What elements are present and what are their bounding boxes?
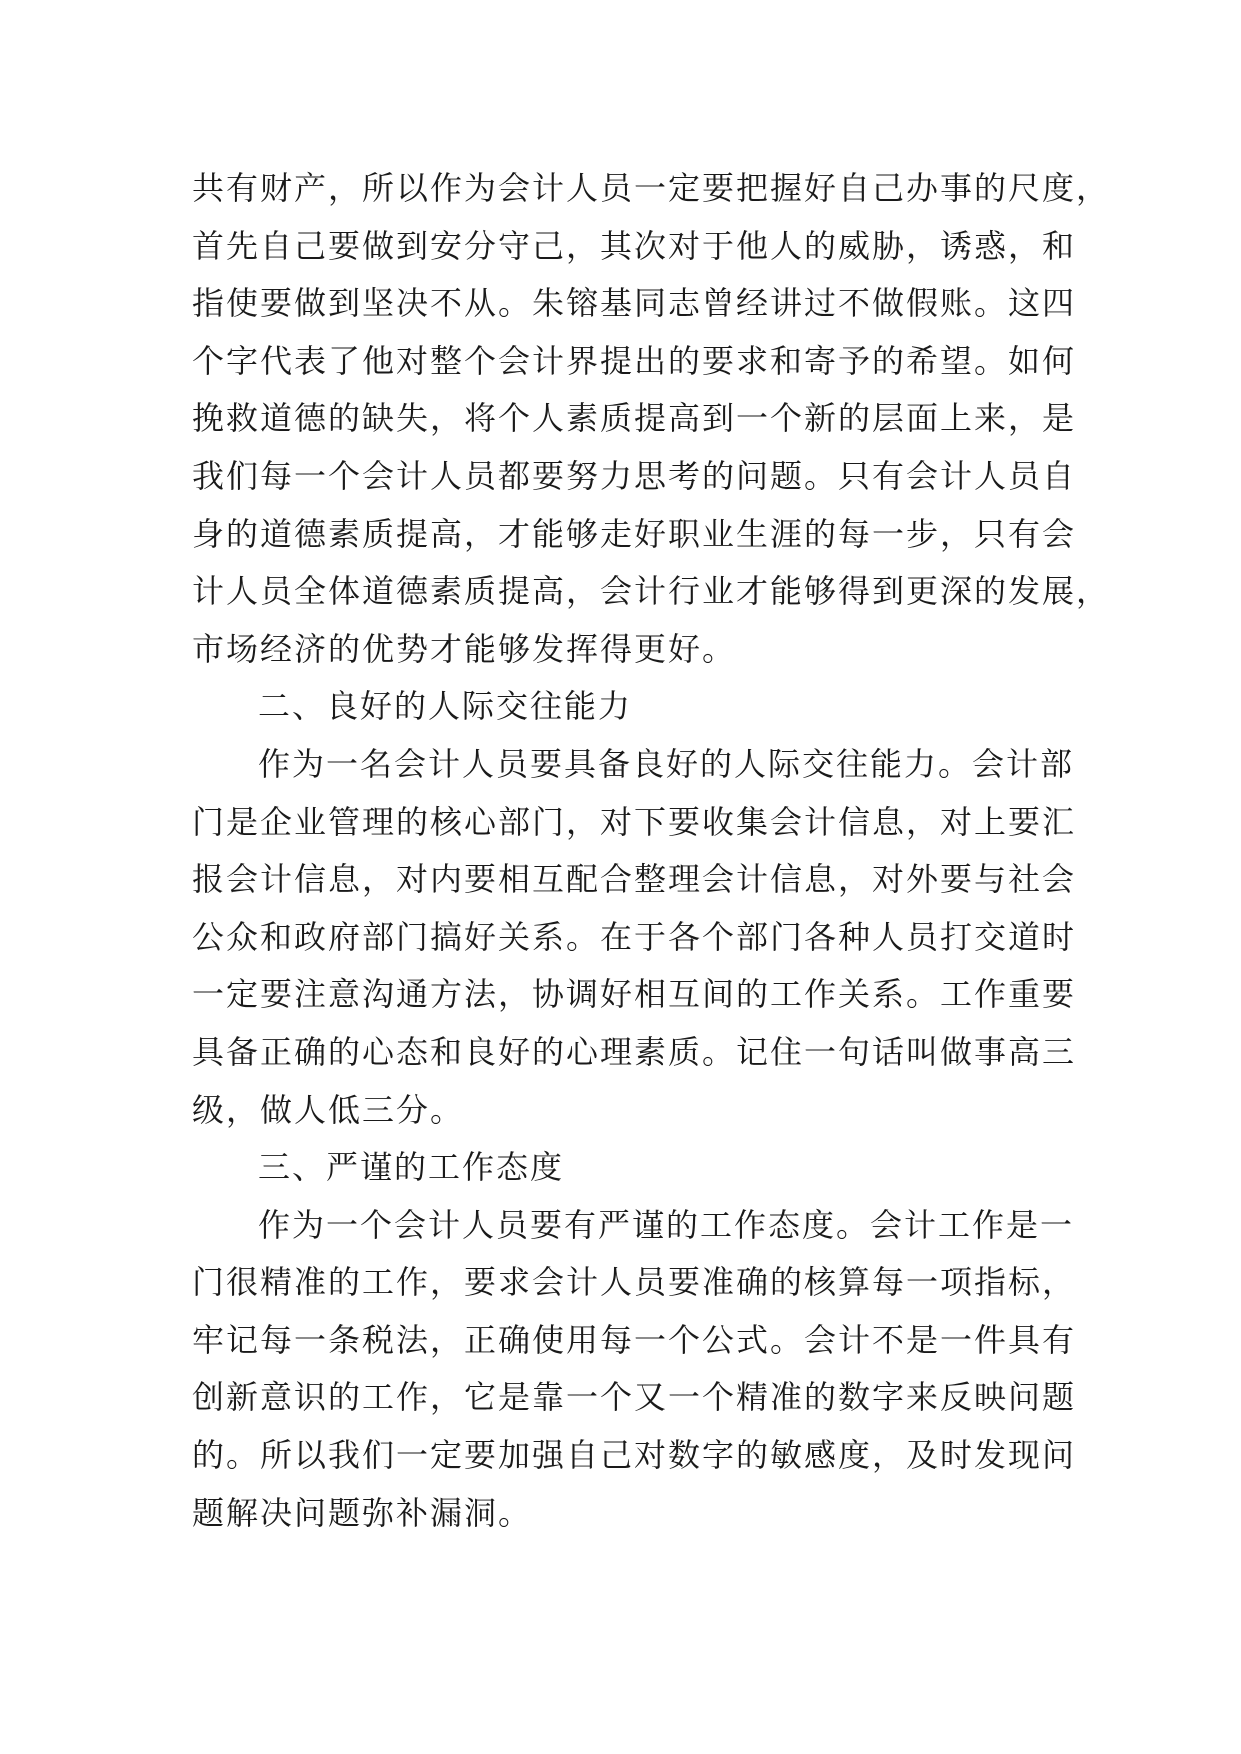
section-heading: 二、良好的人际交往能力 <box>258 687 633 726</box>
text-line: 首先自己要做到安分守己，其次对于他人的威胁，诱惑，和 <box>192 226 1077 265</box>
text-line: 门很精准的工作，要求会计人员要准确的核算每一项指标， <box>192 1263 1077 1302</box>
text-line: 市场经济的优势才能够发挥得更好。 <box>192 629 737 668</box>
text-line: 一定要注意沟通方法，协调好相互间的工作关系。工作重要 <box>192 975 1077 1014</box>
text-line: 个字代表了他对整个会计界提出的要求和寄予的希望。如何 <box>192 341 1077 380</box>
text-line: 门是企业管理的核心部门，对下要收集会计信息，对上要汇 <box>192 802 1077 841</box>
paragraph-first-line: 作为一名会计人员要具备良好的人际交往能力。会计部 <box>258 744 1075 783</box>
text-line: 公众和政府部门搞好关系。在于各个部门各种人员打交道时 <box>192 917 1077 956</box>
text-line: 创新意识的工作，它是靠一个又一个精准的数字来反映问题 <box>192 1378 1077 1417</box>
document-body <box>192 160 1111 1542</box>
text-line: 身的道德素质提高，才能够走好职业生涯的每一步，只有会 <box>192 514 1077 553</box>
text-line: 级，做人低三分。 <box>192 1090 465 1129</box>
section-heading: 三、严谨的工作态度 <box>258 1148 565 1187</box>
text-line: 指使要做到坚决不从。朱镕基同志曾经讲过不做假账。这四 <box>192 284 1077 323</box>
text-line: 具备正确的心态和良好的心理素质。记住一句话叫做事高三 <box>192 1032 1077 1071</box>
text-line: 我们每一个会计人员都要努力思考的问题。只有会计人员自 <box>192 456 1077 495</box>
text-line: 的。所以我们一定要加强自己对数字的敏感度，及时发现问 <box>192 1436 1077 1475</box>
text-line: 牢记每一条税法，正确使用每一个公式。会计不是一件具有 <box>192 1320 1077 1359</box>
text-line: 挽救道德的缺失，将个人素质提高到一个新的层面上来，是 <box>192 399 1077 438</box>
text-line: 计人员全体道德素质提高，会计行业才能够得到更深的发展， <box>192 572 1111 611</box>
text-line: 共有财产，所以作为会计人员一定要把握好自己办事的尺度， <box>192 169 1111 207</box>
text-line: 报会计信息，对内要相互配合整理会计信息，对外要与社会 <box>192 860 1077 899</box>
text-line: 题解决问题弥补漏洞。 <box>192 1493 533 1532</box>
paragraph-first-line: 作为一个会计人员要有严谨的工作态度。会计工作是一 <box>258 1205 1075 1244</box>
